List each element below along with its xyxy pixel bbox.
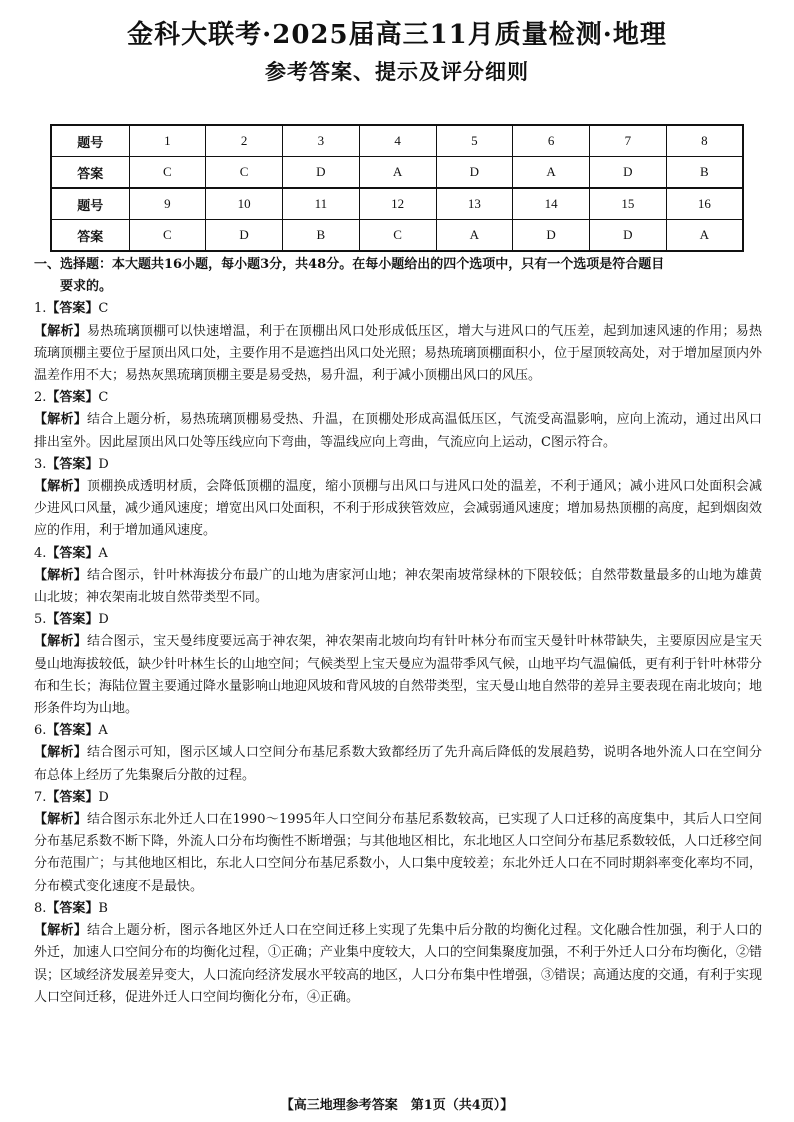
document-subtitle: 参考答案、提示及评分细则: [265, 59, 529, 84]
explanation-text: 结合图示，宝天曼纬度要远高于神农架，神农架南北坡向均有针叶林分布而宝天曼针叶林带缺失，主要原因应是宝天曼山地海拔较低，缺少针叶林生长的山地空间；气候类型上宝天曼应为温带季风气候，山地平均气温偏低，更有利于针叶林带分布和生长；海陆位置主要通过降水量影响山地迎风坡和背风坡的自然带类型，宝天曼山地自然带的差异主要表现在南北坡向；地形条件均为山地。: [34, 634, 763, 717]
answer-cell: C: [206, 157, 283, 189]
question-number-cell: 15: [590, 188, 667, 220]
section-intro: 一、选择题：本大题共16小题，每小题3分，共48分。在每小题给出的四个选项中，只有一个选项是符合题目: [34, 257, 665, 272]
explanation-text: 结合图示可知，图示区域人口空间分布基尼系数大致都经历了先升高后降低的发展趋势，说明各地外流人口在空间分布总体上经历了先集聚后分散的过程。: [34, 745, 762, 783]
answer-value: B: [98, 900, 108, 916]
question-number-cell: 11: [283, 188, 360, 220]
explanation: [34, 631, 762, 720]
explanation: [34, 321, 762, 388]
question-number-cell: 7: [590, 125, 667, 157]
question-answer-line: [34, 454, 762, 476]
table-row: [51, 220, 743, 252]
question-number: 3.: [34, 456, 47, 472]
answer-tag: 【答案】: [46, 456, 99, 472]
question-answer-line: [34, 720, 762, 742]
question-answer-line: [34, 898, 762, 920]
question-number-cell: 3: [283, 125, 360, 157]
explain-tag: 【解析】: [34, 634, 87, 650]
question-number: 4.: [34, 545, 47, 561]
answer-cell: D: [283, 157, 360, 189]
question-number: 5.: [34, 612, 47, 628]
explanation: [34, 476, 762, 543]
answer-value: A: [98, 723, 108, 739]
explain-tag: 【解析】: [34, 323, 87, 339]
answer-cell: B: [666, 157, 743, 189]
answer-cell: A: [666, 220, 743, 252]
question-number-cell: 9: [129, 188, 206, 220]
question-number-cell: 10: [206, 188, 283, 220]
page-footer: 【高三地理参考答案 第1页（共4页）】: [280, 1098, 514, 1113]
question-number-cell: 13: [436, 188, 513, 220]
answer-tag: 【答案】: [46, 900, 99, 916]
question-number: 1.: [34, 301, 47, 317]
explanation-text: 顶棚换成透明材质，会降低顶棚的温度，缩小顶棚与出风口与进风口处的温差，不利于通风；减小进风口处面积会减少进风口风量，减少通风速度；增宽出风口处面积，不利于形成狭管效应，会减弱通风速度；增加易热顶棚的高度，起到烟囱效应的作用，利于增加通风速度。: [34, 479, 763, 539]
explain-tag: 【解析】: [34, 745, 87, 761]
question-number-cell: 1: [129, 125, 206, 157]
question-answer-line: [34, 787, 762, 809]
question-number-cell: 4: [359, 125, 436, 157]
row-header-answer: 答案: [51, 220, 129, 252]
answer-value: A: [98, 545, 108, 561]
explanation: [34, 742, 762, 786]
answer-tag: 【答案】: [46, 390, 99, 406]
question-number-cell: 5: [436, 125, 513, 157]
answer-cell: D: [513, 220, 590, 252]
document-title: 金科大联考·2025届高三11月质量检测·地理: [127, 20, 667, 50]
explanation-text: 易热琉璃顶棚可以快速增温，利于在顶棚出风口处形成低压区，增大与进风口的气压差，起到加速风速的作用；易热琉璃顶棚主要位于屋顶出风口处，主要作用不是遮挡出风口处光照；易热琉璃顶棚面积小，位于屋顶较高处，对于增加屋顶内外温差作用不大；易热灰黑琉璃顶棚主要是易受热，易升温，利于减小顶棚出风口的风压。: [34, 323, 763, 384]
answer-cell: D: [590, 157, 667, 189]
question-answer-line: [34, 298, 762, 320]
explanation-text: 结合上题分析，易热琉璃顶棚易受热、升温，在顶棚处形成高温低压区，气流受高温影响，应向上流动，通过出风口排出室外。因此屋顶出风口处等压线应向下弯曲，等温线应向上弯曲，气流应向上运动，C图示符合。: [34, 412, 762, 450]
answer-table: [50, 124, 744, 252]
question-number-cell: 8: [666, 125, 743, 157]
answer-cell: D: [590, 220, 667, 252]
explain-tag: 【解析】: [34, 923, 87, 939]
question-answer-line: [34, 387, 762, 409]
question-answer-line: [34, 609, 762, 631]
row-header-answer: 答案: [51, 157, 129, 189]
row-header-question: 题号: [51, 188, 129, 220]
explanation: [34, 920, 762, 1009]
table-row: [51, 125, 743, 157]
answer-value: D: [98, 612, 109, 628]
explanation-text: 结合图示，针叶林海拔分布最广的山地为唐家河山地；神农架南坡常绿林的下限较低；自然带数量最多的山地为雄黄山北坡；神农架南北坡自然带类型不同。: [34, 567, 762, 606]
answer-cell: A: [436, 220, 513, 252]
explain-tag: 【解析】: [34, 567, 87, 583]
explanation: [34, 809, 762, 898]
answer-tag: 【答案】: [46, 612, 99, 628]
answer-cell: B: [283, 220, 360, 252]
answer-explanations: [34, 254, 762, 1009]
explanation: [34, 409, 762, 453]
question-number: 6.: [34, 723, 47, 739]
answer-cell: D: [436, 157, 513, 189]
question-number: 8.: [34, 900, 47, 916]
answer-value: C: [98, 390, 109, 406]
table-row: [51, 157, 743, 189]
answer-value: C: [98, 301, 109, 317]
explanation-text: 结合图示东北外迁人口在1990～1995年人口空间分布基尼系数较高，已实现了人口迁移的高度集中，其后人口空间分布基尼系数不断下降，外流人口分布均衡性不断增强；与其他地区相比，东北地区人口空间分布基尼系数较低，人口迁移空间分布范围广；与其他地区相比，东北人口空间分布基尼系数小，人口集中度较差；东北外迁人口在不同时期斜率变化率均不同，分布模式变化速度不是最快。: [34, 812, 763, 894]
answer-value: D: [98, 789, 109, 805]
answer-tag: 【答案】: [46, 301, 99, 317]
explain-tag: 【解析】: [34, 479, 87, 495]
explain-tag: 【解析】: [34, 812, 87, 828]
question-number-cell: 12: [359, 188, 436, 220]
answer-cell: C: [129, 157, 206, 189]
question-number: 2.: [34, 390, 47, 406]
answer-tag: 【答案】: [46, 789, 99, 805]
answer-cell: A: [359, 157, 436, 189]
question-number: 7.: [34, 789, 47, 805]
question-answer-line: [34, 543, 762, 565]
question-number-cell: 6: [513, 125, 590, 157]
row-header-question: 题号: [51, 125, 129, 157]
answer-cell: D: [206, 220, 283, 252]
answer-tag: 【答案】: [46, 545, 99, 561]
answer-cell: C: [129, 220, 206, 252]
table-row: [51, 188, 743, 220]
explanation-text: 结合上题分析，图示各地区外迁人口在空间迁移上实现了先集中后分散的均衡化过程。文化融合性加强，利于人口的外迁，加速人口空间分布的均衡化过程，①正确；产业集中度较大，人口的空间集聚度加强，不利于外迁人口分布均衡化，②错误；区域经济发展差异变大，人口流向经济发展水平较高的地区，人口分布集中性增强，③错误；高通达度的交通，有利于实现人口空间迁移，促进外迁人口空间均衡化分布，④正确。: [34, 923, 763, 1005]
explanation: [34, 565, 762, 609]
answer-value: D: [98, 456, 109, 472]
answer-cell: C: [359, 220, 436, 252]
section-intro-continued: 要求的。: [60, 279, 113, 295]
question-number-cell: 16: [666, 188, 743, 220]
question-number-cell: 14: [513, 188, 590, 220]
answer-cell: A: [513, 157, 590, 189]
question-number-cell: 2: [206, 125, 283, 157]
answer-tag: 【答案】: [46, 723, 99, 739]
explain-tag: 【解析】: [34, 412, 87, 428]
